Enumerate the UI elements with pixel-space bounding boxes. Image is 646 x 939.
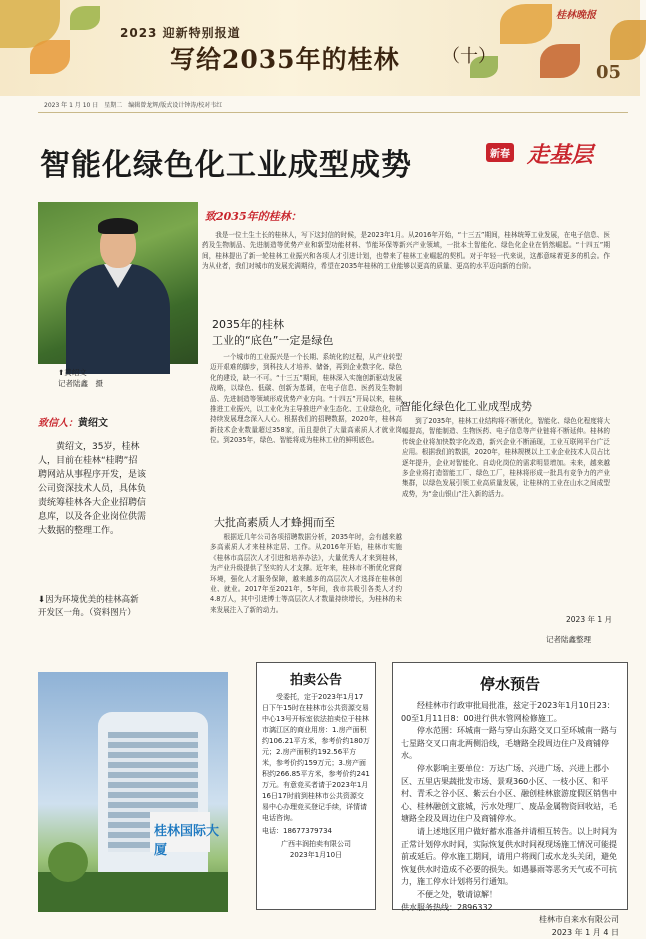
letter-salutation: 致2035年的桂林： — [205, 210, 302, 223]
water-hotline: 供水服务热线：2896332 — [401, 902, 493, 912]
building-caption: ⬇因为环境优美的桂林高新开发区一角。（资料图片） — [38, 595, 139, 618]
section2-body: 根据近几年公司各项招聘数据分析，2035年时，会有越来越多高素质人才来桂林定居、工作。从2016年开始，桂林市实施《桂林市高层次人才引进和培养办法》，大量优秀人才来到桂林，为产业升级提供了坚实的人才支撑。近年来，桂林市不断优化营商环境，强化人才服务保障，越来越多的高层次人才选择在桂林创业、就业。2017年至2021年，5年间，我市共吸引各类人才约4.8万人，其中引进博士等高层次人才数量持续增长，为桂林的未来发展注入了新的动力。 — [210, 533, 402, 614]
water-date: 2023 年 1 月 4 日 — [551, 927, 619, 937]
author-intro: 黄绍文，35岁，桂林人，目前在桂林“桂聘”招聘网站从事程序开发，是该公司资深技术人员，具体负责统筹桂林各大企业招聘信息库，以及各企业岗位供需大数据的整理工作。 — [38, 442, 147, 536]
water-affected: 停水影响主要单位：万达广场、兴进广场、兴进上郡小区、五里店果蔬批发市场、景观360小区、一枝小区、和平村、青禾之谷小区、紫云台小区、融创桂林旅游度假区销售中心、桂林融创文旅城，污水处理厂、废品金属物资回收站，毛塘路全段及周边住户及商铺停水。 — [401, 763, 617, 824]
page-number: 05 — [596, 62, 622, 83]
newspaper-logo: 桂林晚报 — [556, 10, 596, 21]
water-scope: 停水范围：环城南一路与穿山东路交叉口至环城南一路与七星路交叉口南北两侧沿线，毛塘路全段周边住户及商铺停水。 — [401, 726, 617, 761]
auction-notice — [256, 662, 376, 910]
section1-subtitle: 工业的“底色”一定是绿色 — [212, 334, 334, 347]
section1-title: 2035年的桂林 — [212, 318, 284, 331]
dateline: 2023 年 1 月 10 日 星期二 编辑曾龙辉/版式设计钟涛/校对韦红 — [44, 102, 223, 109]
water-company: 桂林市自来水有限公司 — [539, 915, 619, 925]
water-intro: 经桂林市行政审批局批准，兹定于2023年1月10日23：00至1月11日8：00进行供水管网检修施工。 — [401, 701, 615, 723]
water-apology: 不便之处，敬请谅解！ — [401, 889, 497, 899]
badge-new: 新春 — [486, 143, 514, 162]
section3-title: 智能化绿色化工业成型成势 — [400, 400, 532, 413]
water-notice: 请上述地区用户做好蓄水准备并请相互转告。以上时间为正常计划停水时间，实际恢复供水时间视现场施工情况可能提前或延后。停水施工期间，请用户将阀门或水龙头关闭，避免恢复供水时造成不必要的损失。如遇暴雨等恶劣天气或不可抗力，施工停水计划将另行通知。 — [401, 826, 617, 887]
banner-kicker: 2023 迎新特别报道 — [120, 26, 241, 40]
portrait-photo — [38, 202, 198, 364]
headline: 智能化绿色化工业成型成势 — [40, 148, 412, 183]
series-number: （十） — [442, 46, 496, 67]
water-outage-notice — [392, 662, 628, 937]
auction-title: 拍卖公告 — [289, 673, 342, 688]
auction-contact: 电话：18677379734 — [262, 827, 332, 835]
section2-title: 大批高素质人才蜂拥而至 — [214, 516, 335, 529]
banner-title: 写给2035年的桂林 — [170, 45, 400, 74]
author-line: 致信人：黄绍文 — [38, 418, 108, 429]
portrait-caption: ⬆黄绍文 记者陆鑫 摄 — [58, 368, 103, 388]
auction-date: 2023年1月10日 — [289, 851, 343, 859]
lead-paragraph: 我是一位土生土长的桂林人，写下这封信的时候，是2023年1月。从2016年开始，“十三五”期间，桂林统筹工业发展，在电子信息、医药及生物制品、先进制造等优势产业和新型功能材料、节能环保等新兴产业领域，一批本土智能化、绿色化企业在悄然崛起。“十四五”期间，桂林提出了新一轮桂林工业振兴和各项人才引进计划，也带来了桂林工业崛起的契机。对于年轻一代来说，这都意味着更多的机会。作为从业者，我们对城市的发展充满期待，希望在2035年桂林的工业能够以更高的质量、更高的水平迈向新的台阶。 — [202, 231, 610, 271]
auction-company: 广西丰润拍卖有限公司 — [281, 840, 351, 848]
water-title: 停水预告 — [479, 675, 540, 693]
sign-recorder: 记者陆鑫整理 — [546, 635, 591, 644]
building-sign: 桂林国际大厦 — [154, 824, 220, 858]
section3-body: 到了2035年，桂林工业结构将不断优化，智能化、绿色化程度将大幅提高，智能制造、生物医药、电子信息等产业链将不断延伸。桂林的传统企业将加快数字化改造，新兴企业不断涌现，工业互联网平台广泛应用。根据我们的数据，2020年，桂林规模以上工业企业技术人员占比逐年提升，企业对智能化、自动化岗位的需求明显增加。未来，越来越多企业将打造智能工厂、绿色工厂，桂林将形成一批具有竞争力的产业集群，以绿色发展引领工业高质量发展，让桂林的工业在山水之间成型成势，为“金山银山”注入新的活力。 — [402, 417, 610, 498]
section1-body: 一个城市的工业振兴是一个长期、系统化的过程，从产业转型迈开艰难的脚步，到科技人才培养、储备，再到企业数字化、绿色化的建设，缺一不可。“十三五”期间，桂林深入实施创新驱动发展战略，以绿色、低碳、创新为基调，在电子信息、医药及生物制品、先进制造等领域形成优势产业方向。“十四五”开局以来，桂林推进工业振兴，以工业化为主导推进产业生态化、工业绿色化，可持续发展理念深入人心。根据我们的招聘数据，2020年，桂林高新技术企业数量超过358家，而且提供了大量高素质人才就业岗位。到2035年，绿色、智能将成为桂林工业的鲜明底色。 — [210, 353, 402, 445]
divider — [38, 112, 628, 113]
building-photo — [38, 672, 228, 912]
badge-column: 走基层 — [527, 142, 594, 168]
auction-body: 受委托，定于2023年1月17日下午15时在桂林市公共资源交易中心13号开标室依法拍卖位于桂林市漓江区的商业用房：1.房产面积约106.21平方米，参考价约180万元；2.房产面积约192.56平方米，参考价约159万元；3.房产面积约266.85平方米，参考价约241万元。有意竞买者请于2023年1月16日17时前到桂林市公共资源交易中心办理竞买登记手续，详情请电话咨询。 — [262, 693, 370, 822]
sign-date: 2023 年 1 月 — [566, 615, 613, 624]
